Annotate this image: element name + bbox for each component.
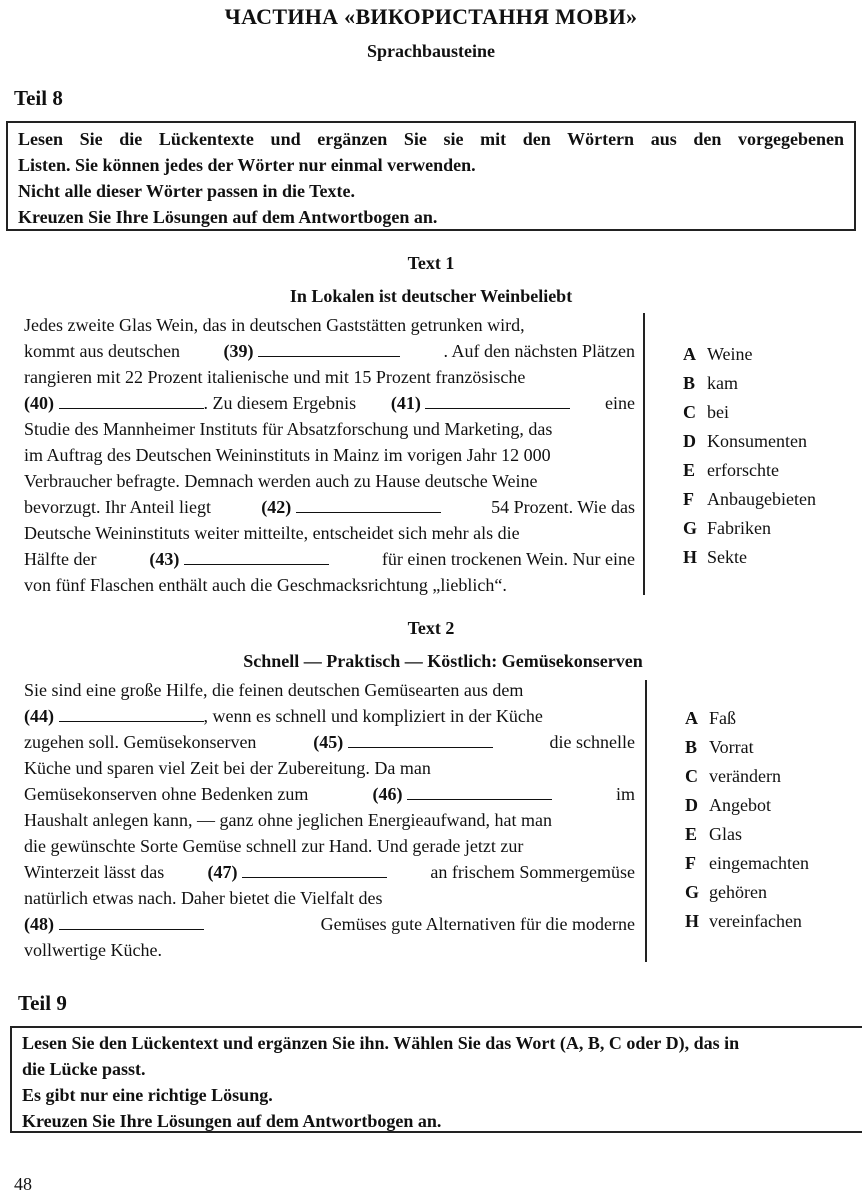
answer-blank (348, 731, 493, 748)
text-line: kommt aus deutschen (39) . Auf den nächsten Plätzen (24, 341, 635, 361)
text-line: Deutsche Weininstituts weiter mitteilte, entscheidet sich mehr als die (24, 523, 520, 543)
gap-number: (40) (24, 393, 54, 413)
gap-number: (44) (24, 706, 54, 726)
column-divider (645, 680, 647, 962)
instruction-line: die Lücke passt. (22, 1059, 146, 1079)
text-line: bevorzugt. Ihr Anteil liegt (42) 54 Prozent. Wie das (24, 497, 635, 517)
text-line: die gewünschte Sorte Gemüse schnell zur Hand. Und gerade jetzt zur (24, 836, 524, 856)
instruction-line: Kreuzen Sie Ihre Lösungen auf dem Antwortbogen an. (22, 1111, 442, 1131)
option-item: E erforschte (683, 460, 779, 480)
option-item: F Anbaugebieten (683, 489, 816, 509)
answer-blank (184, 548, 329, 565)
instruction-line: Lesen Sie die Lückentexte und ergänzen Sie sie mit den Wörtern aus den vorgegebenen (18, 129, 844, 149)
teil8-heading: Teil 8 (14, 86, 63, 110)
text2-label: Text 2 (407, 618, 455, 638)
gap-number: (39) (223, 341, 254, 361)
option-item: C verändern (685, 766, 781, 786)
text2-paragraph (24, 677, 635, 963)
column-divider (643, 313, 645, 595)
instruction-line: Kreuzen Sie Ihre Lösungen auf dem Antwortbogen an. (18, 207, 438, 227)
gap-number: (48) (24, 914, 54, 934)
answer-blank (59, 913, 204, 930)
option-item: B kam (683, 373, 738, 393)
text1-title: In Lokalen ist deutscher Weinbeliebt (289, 286, 573, 306)
text1-options (683, 340, 816, 572)
text-line: von fünf Flaschen enthält auch die Geschmacksrichtung „lieblich“. (24, 575, 507, 595)
option-item: C bei (683, 402, 729, 422)
text-line: rangieren mit 22 Prozent italienische und mit 15 Prozent französische (24, 367, 526, 387)
instruction-line: Es gibt nur eine richtige Lösung. (22, 1085, 273, 1105)
answer-blank (242, 861, 387, 878)
text-line: zugehen soll. Gemüsekonserven (45) die schnelle (24, 732, 635, 752)
option-item: D Konsumenten (683, 431, 807, 451)
text-line: im Auftrag des Deutschen Weininstituts in Mainz im vorigen Jahr 12 000 (24, 445, 551, 465)
option-item: E Glas (685, 824, 742, 844)
answer-blank (258, 340, 400, 357)
answer-blank (59, 705, 204, 722)
instruction-line: Nicht alle dieser Wörter passen in die Texte. (18, 181, 355, 201)
text2-options (685, 704, 809, 936)
text-line: Gemüsekonserven ohne Bedenken zum (46) im (24, 784, 635, 804)
instruction-line: Listen. Sie können jedes der Wörter nur einmal verwenden. (18, 155, 476, 175)
option-item: A Faß (685, 708, 736, 728)
page-number: 48 (14, 1174, 32, 1194)
gap-number: (42) (261, 497, 292, 517)
option-item: A Weine (683, 344, 753, 364)
option-item: F eingemachten (685, 853, 809, 873)
option-item: G gehören (685, 882, 767, 902)
answer-blank (296, 496, 441, 513)
option-item: B Vorrat (685, 737, 754, 757)
option-item: D Angebot (685, 795, 771, 815)
text-line: (48) Gemüses gute Alternativen für die moderne (24, 914, 635, 934)
page-subtitle: Sprachbausteine (366, 41, 496, 61)
gap-number: (43) (149, 549, 180, 569)
gap-number: (45) (313, 732, 344, 752)
text2-title: Schnell — Praktisch — Köstlich: Gemüsekonserven (243, 651, 643, 671)
teil9-instructions-box (10, 1026, 862, 1133)
text-line: Küche und sparen viel Zeit bei der Zubereitung. Da man (24, 758, 431, 778)
teil9-heading: Teil 9 (18, 991, 67, 1015)
text-line: Verbraucher befragte. Demnach werden auch zu Hause deutsche Weine (24, 471, 538, 491)
answer-blank (407, 783, 552, 800)
text-line: (40) . Zu diesem Ergebnis (41) eine (24, 393, 635, 413)
gap-number: (41) (390, 393, 421, 413)
text-line: Haushalt anlegen kann, — ganz ohne jeglichen Energieaufwand, hat man (24, 810, 552, 830)
answer-blank (425, 392, 570, 409)
text-line: vollwertige Küche. (24, 940, 162, 960)
page-title: ЧАСТИНА «ВИКОРИСТАННЯ МОВИ» (224, 4, 638, 29)
teil8-instructions-box (6, 121, 856, 231)
text-line: (44) , wenn es schnell und kompliziert in der Küche (24, 706, 543, 726)
text-line: Studie des Mannheimer Instituts für Absatzforschung und Marketing, das (24, 419, 553, 439)
option-item: H vereinfachen (685, 911, 802, 931)
text-line: Jedes zweite Glas Wein, das in deutschen Gaststätten getrunken wird, (24, 315, 525, 335)
text1-label: Text 1 (407, 253, 455, 273)
text-line: Sie sind eine große Hilfe, die feinen deutschen Gemüsearten aus dem (24, 680, 524, 700)
option-item: H Sekte (683, 547, 747, 567)
instruction-line: Lesen Sie den Lückentext und ergänzen Sie ihn. Wählen Sie das Wort (A, B, C oder D), das in (22, 1033, 740, 1053)
answer-blank (59, 392, 204, 409)
text-line: Winterzeit lässt das (47) an frischem Sommergemüse (24, 862, 635, 882)
gap-number: (46) (372, 784, 403, 804)
text-line: natürlich etwas nach. Daher bietet die Vielfalt des (24, 888, 383, 908)
text-line: Hälfte der (43) für einen trockenen Wein. Nur eine (24, 549, 635, 569)
text1-paragraph (24, 312, 635, 598)
gap-number: (47) (207, 862, 238, 882)
option-item: G Fabriken (683, 518, 771, 538)
